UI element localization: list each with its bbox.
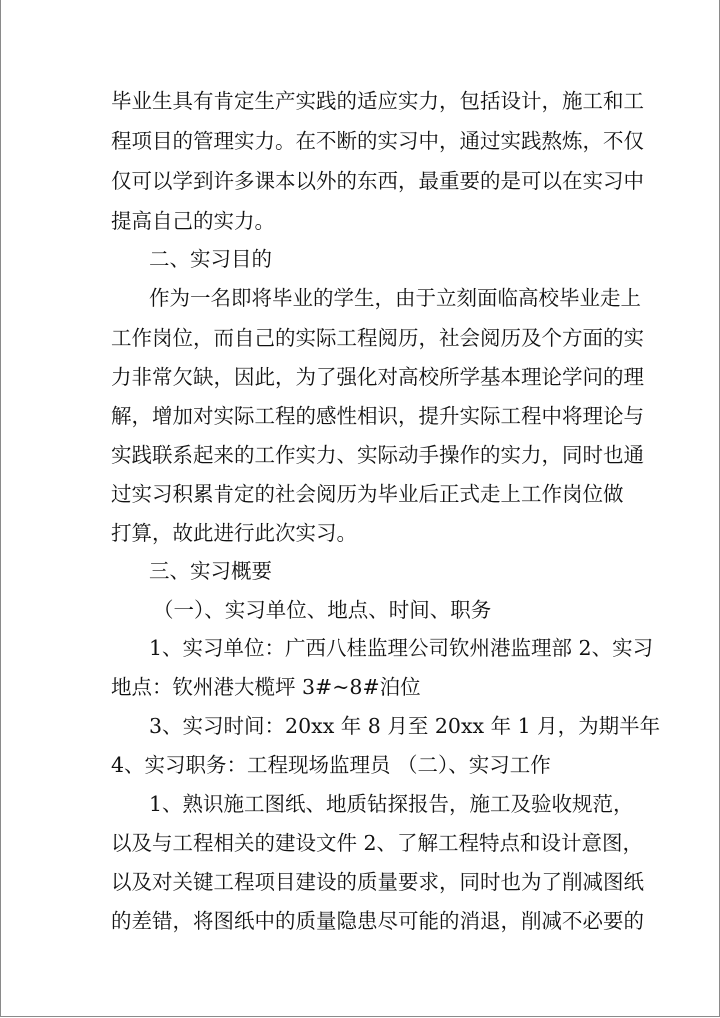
subsection-heading: （一）、实习单位、地点、时间、职务	[153, 598, 492, 622]
text-line: 3、实习时间：20xx 年 8 月至 20xx 年 1 月，为期半年	[149, 714, 661, 738]
text-line: 力非常欠缺，因此，为了强化对高校所学基本理论学问的理	[111, 365, 644, 389]
text-line: 作为一名即将毕业的学生，由于立刻面临高校毕业走上	[149, 286, 641, 310]
section-heading: 三、实习概要	[149, 559, 272, 583]
text-line: 提高自己的实力。	[111, 209, 275, 233]
text-line: 4、实习职务：工程现场监理员 （二）、实习工作	[111, 753, 551, 777]
text-line: 以及与工程相关的建设文件 2、了解工程特点和设计意图，	[111, 831, 644, 855]
text-line: 1、实习单位：广西八桂监理公司钦州港监理部 2、实习	[149, 636, 654, 660]
text-line: 过实习积累肯定的社会阅历为毕业后正式走上工作岗位做	[111, 482, 624, 506]
text-line: 以及对关键工程项目建设的质量要求，同时也为了削减图纸	[111, 870, 644, 894]
text-line: 打算，故此进行此次实习。	[111, 521, 357, 545]
text-line: 毕业生具有肯定生产实践的适应实力，包括设计，施工和工	[111, 89, 644, 113]
section-heading: 二、实习目的	[149, 247, 272, 271]
text-line: 实践联系起来的工作实力、实际动手操作的实力，同时也通	[111, 443, 644, 467]
text-line: 解，增加对实际工程的感性相识，提升实际工程中将理论与	[111, 404, 644, 428]
text-line: 工作岗位，而自己的实际工程阅历，社会阅历及个方面的实	[111, 326, 644, 350]
text-line: 1、熟识施工图纸、地质钻探报告，施工及验收规范，	[149, 792, 634, 816]
text-line: 仅可以学到许多课本以外的东西，最重要的是可以在实习中	[111, 169, 644, 193]
text-line: 地点：钦州港大榄坪 3#~8#泊位	[111, 675, 421, 699]
text-line: 的差错，将图纸中的质量隐患尽可能的消退，削减不必要的	[111, 909, 644, 933]
text-line: 程项目的管理实力。在不断的实习中，通过实践熬炼，不仅	[111, 129, 644, 153]
